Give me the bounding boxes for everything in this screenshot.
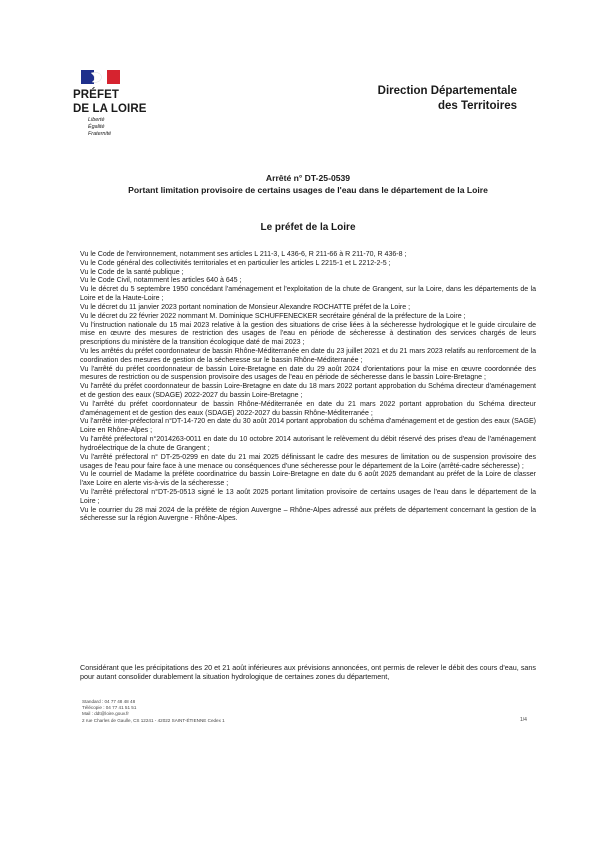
direction-line-2: des Territoires (437, 100, 517, 112)
prefet-logo-text (73, 88, 147, 116)
prefet-heading: Le préfet de la Loire (260, 222, 356, 233)
footer-fax: Télécopie : 04 77 41 51 51 (82, 705, 137, 711)
footer-phone: Standard : 04 77 48 48 48 (82, 699, 136, 704)
prefet-line-2: DE LA LOIRE (73, 103, 147, 115)
visa-item: Vu l'instruction nationale du 15 mai 2023 relative à la gestion des situations de crise liées à la sécheresse hydrologique et le guide circulaire de mise en œuvre des mesures de restriction des usages de l'eau en période de sécheresse à destination des services chargés de leurs prescriptions du ministère de la transition écologique daté de mai 2023 ; (80, 321, 536, 347)
arrete-subject: Portant limitation provisoire de certains usages de l'eau dans le département de la Loire (128, 185, 488, 195)
footer-email: Mail : ddt@loire.gouv.fr (82, 711, 129, 717)
prefet-line-1: PRÉFET (73, 89, 119, 101)
visa-item: Vu le Code de la santé publique ; (80, 268, 184, 276)
visa-item: Vu le Code de l'environnement, notamment ses articles L 211-3, L 436-6, R 211-66 à R 211-70, R 436-8 ; (80, 251, 407, 258)
motto-fraternite: Fraternité (88, 131, 112, 137)
visa-item: Vu le décret du 5 septembre 1950 concédant l'aménagement et l'exploitation de la chute de Grangent, sur la Loire, dans les départements de la Loire et de la Haute-Loire ; (80, 286, 536, 303)
footer-address: 2 rue Charles de Gaulle, CS 12241 - 42022 SAINT-ÉTIENNE Cedex 1 (82, 717, 225, 723)
page-number: 1/4 (520, 717, 527, 723)
contact-footer (82, 699, 225, 724)
visa-item: Vu l'arrêté préfectoral n°2014263-0011 en date du 10 octobre 2014 autorisant le relèvement du débit réservé des prises d'eau de l'aménagement hydroélectrique de la chute de Grangent ; (80, 436, 536, 452)
visa-item: Vu le courriel de Madame la préfète coordinatrice du bassin Loire-Bretagne en date du 6 août 2025 demandant au préfet de la Loire de classer l'axe Loire en alerte vis-à-vis de la sécheresse ; (80, 471, 536, 488)
issuing-department (378, 84, 517, 114)
republic-motto (88, 117, 111, 138)
direction-line-1: Direction Départementale (377, 85, 517, 97)
visa-item: Vu l'arrêté du préfet coordonnateur de bassin Loire-Bretagne en date du 18 mars 2022 portant approbation du Schéma directeur d'aménagement et de gestion des eaux (SDAGE) 2022-2027 du bassin Loire-Bretagne ; (80, 383, 536, 399)
visa-item: Vu le Code Civil, notamment les articles 640 à 645 ; (80, 277, 242, 285)
motto-egalite: Égalité (88, 124, 105, 130)
visa-item: Vu l'arrêté préfectoral n° DT-25-0299 en date du 21 mai 2025 définissant le cadre des mesures de limitation ou de suspension provisoire des usages de l'eau pour faire face à une menace ou conséquences d'une sécheresse pour le département de la Loire (arrêté-cadre sécheresse) ; (80, 453, 536, 470)
considerant-paragraph: Considérant que les précipitations des 20 et 21 août inférieures aux prévisions annoncées, ont permis de relever le débit des cours d'eau, sans pour autant consolider durablement la situation hydrologique de certaines zones du département, (80, 663, 536, 681)
visa-item: Vu le décret du 22 février 2022 nommant M. Dominique SCHUFFENECKER secrétaire général de la préfecture de la Loire ; (80, 312, 466, 320)
visa-item: Vu le Code général des collectivités territoriales et en particulier les articles L 2215-1 et L 2212-2-5 ; (80, 259, 391, 267)
marianne-flag-logo (81, 70, 120, 84)
visa-item: Vu le décret du 11 janvier 2023 portant nomination de Monsieur Alexandre ROCHATTE préfet de la Loire ; (80, 303, 411, 311)
visa-item: Vu l'arrêté inter-préfectoral n°DT-14-720 en date du 30 août 2014 portant approbation du schéma d'aménagement et de gestion des eaux (SAGE) Loire en Rhône-Alpes ; (80, 418, 536, 435)
visa-item: Vu l'arrêté du préfet coordonnateur de bassin Rhône-Méditerranée en date du 21 mars 2022 portant approbation du Schéma directeur d'aménagement et de gestion des eaux (SDAGE) 2022-2027 du bassin Rhône-Méditerranée ; (80, 400, 536, 417)
visa-item: Vu l'arrêté du préfet coordonnateur de bassin Loire-Bretagne en date du 29 août 2024 d'orientations pour la mise en œuvre coordonnée des mesures de restriction ou de suspension provisoire des usages de l'eau en période de sécheresse dans le bassin Loire-Bretagne ; (80, 365, 536, 382)
visas-list (80, 251, 536, 524)
visa-item: Vu le courrier du 28 mai 2024 de la préfète de région Auvergne – Rhône-Alpes adressé aux préfets de département concernant la gestion de la sécheresse sur la région Auvergne - Rhône-Alpes. (80, 506, 536, 523)
visa-item: Vu l'arrêté préfectoral n°DT-25-0513 signé le 13 août 2025 portant limitation provisoire de certains usages de l'eau dans le département de la Loire ; (80, 488, 536, 505)
visa-item: Vu les arrêtés du préfet coordonnateur de bassin Rhône-Méditerranée en date du 23 juillet 2021 et du 21 mars 2023 relatifs au renforcement de la coordination des mesures de gestion de la sécheresse sur le bassin Rhône-Méditerranée ; (80, 347, 536, 364)
motto-liberte: Liberté (88, 117, 105, 123)
arrete-number: Arrêté n° DT-25-0539 (265, 173, 351, 183)
